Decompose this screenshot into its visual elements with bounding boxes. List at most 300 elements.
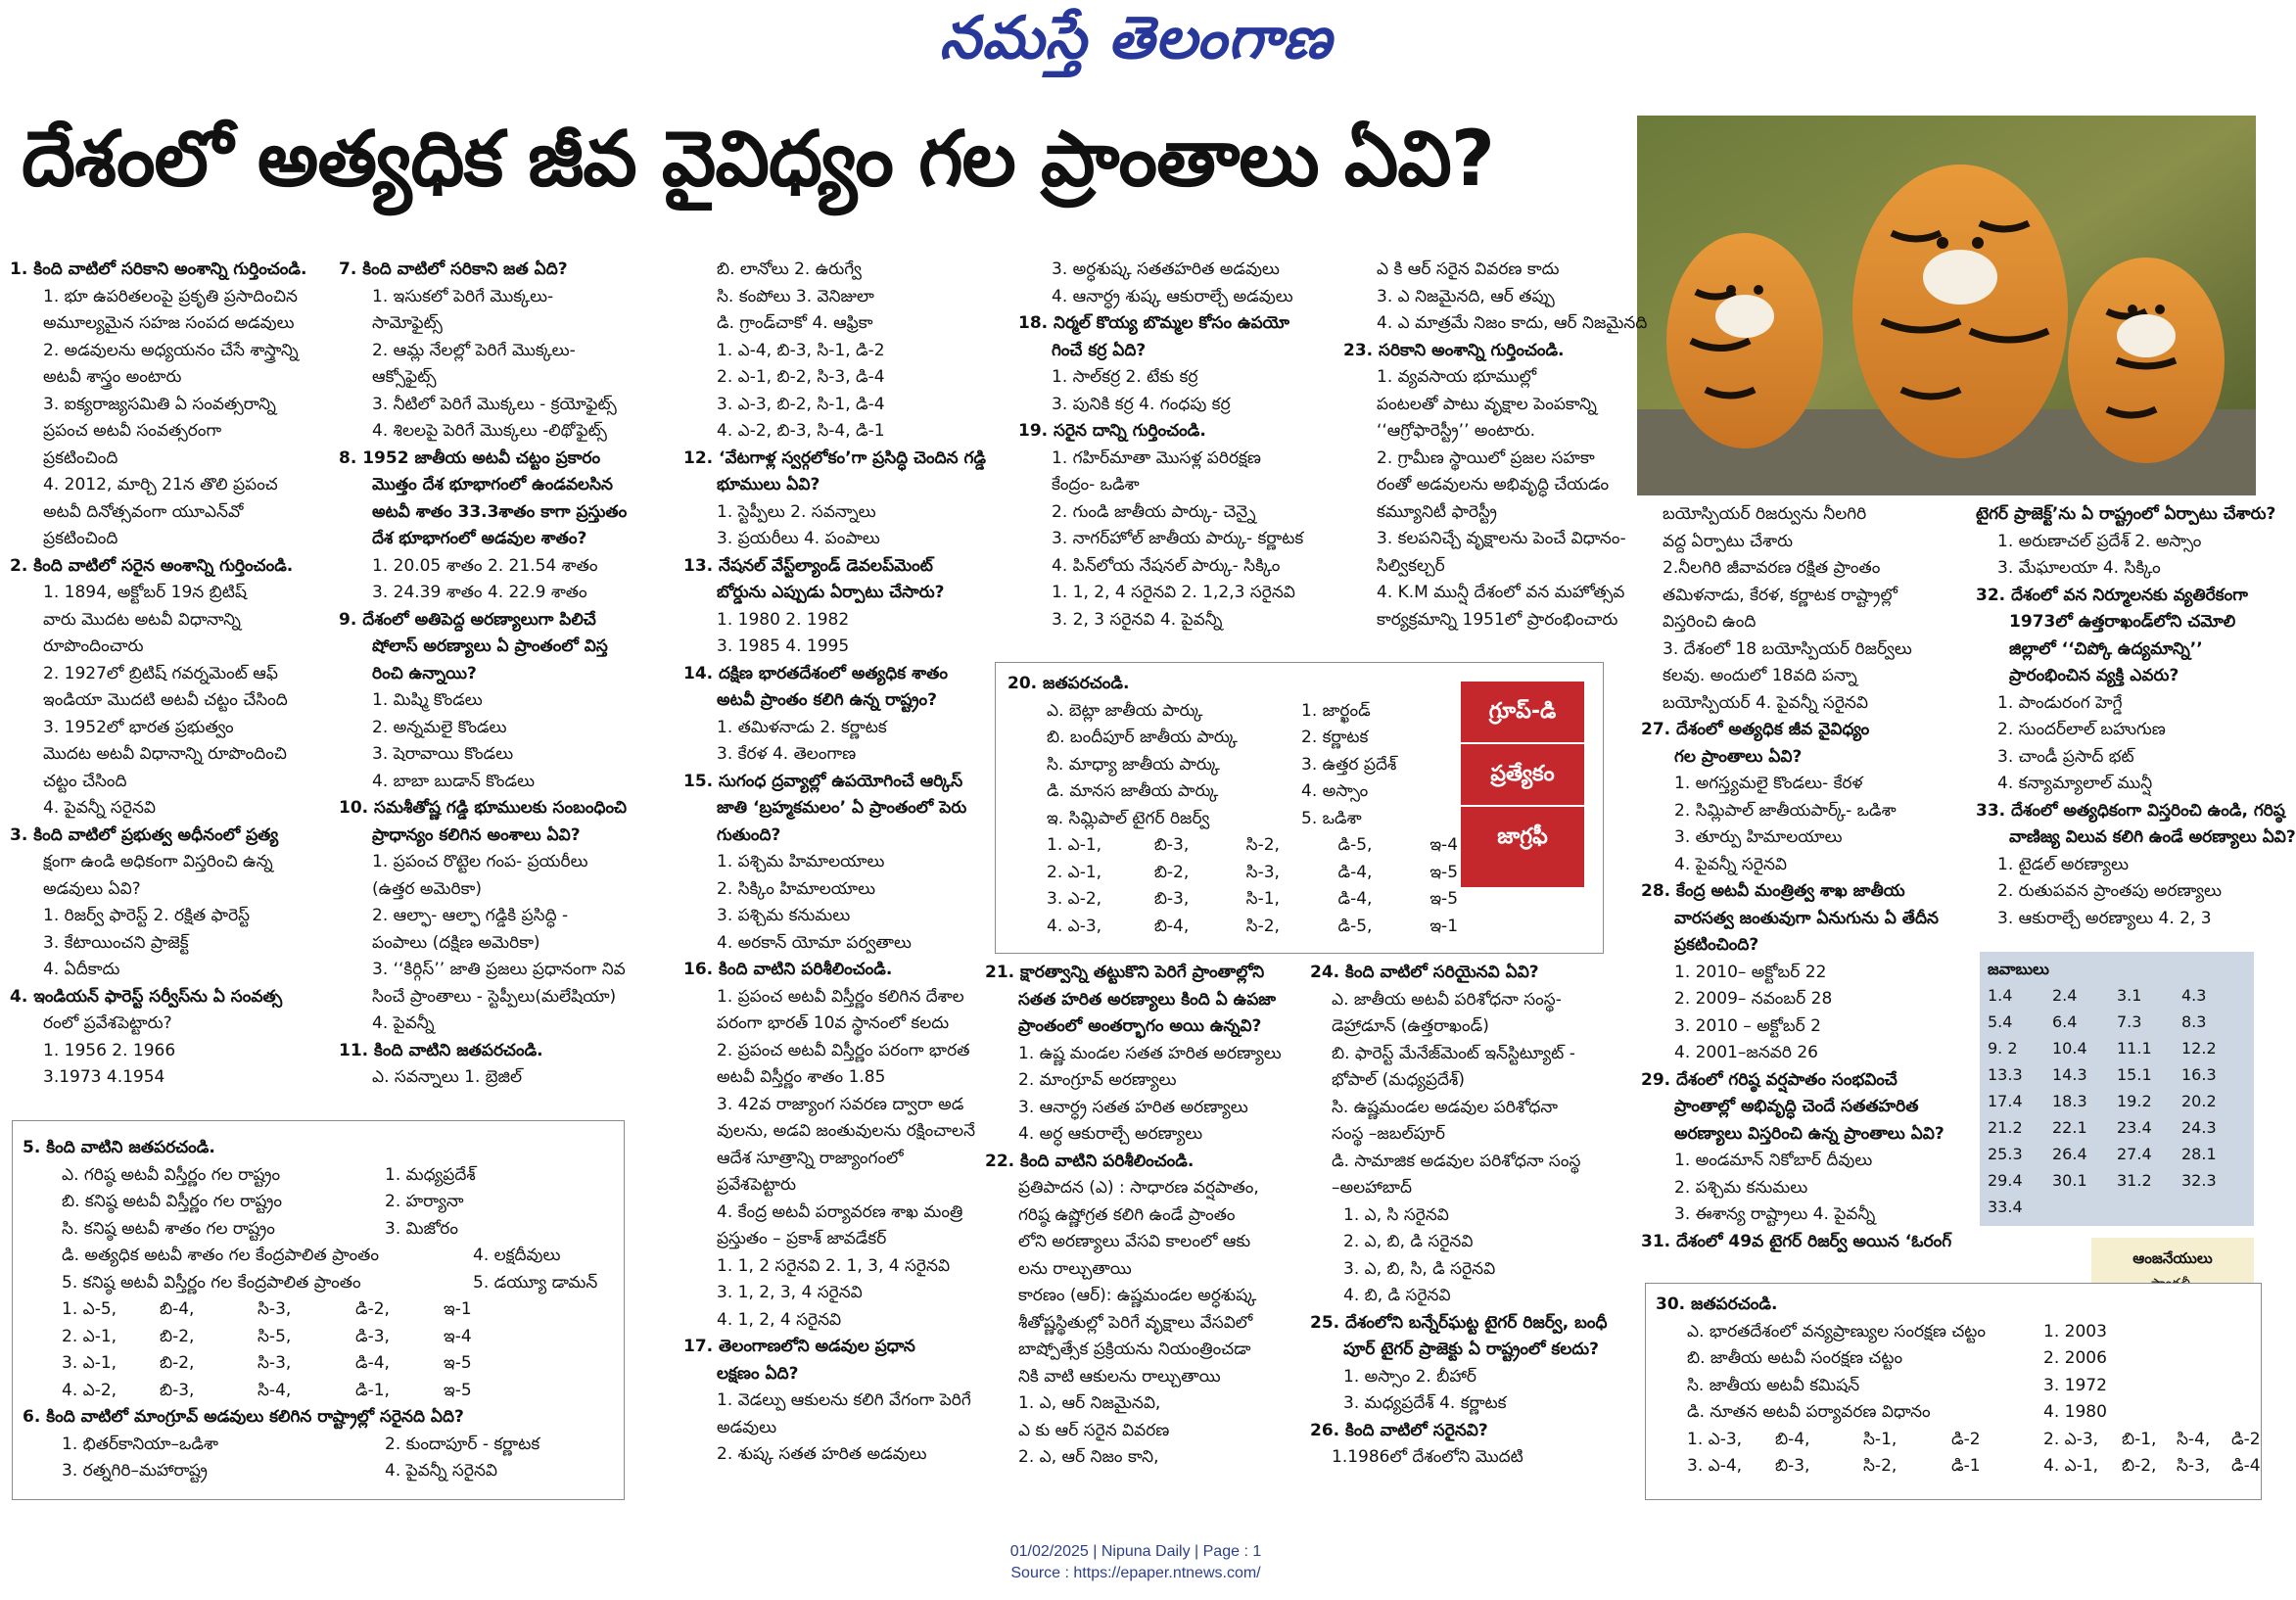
text-line: ప్రపంచ అటవీ సంవత్సరంగా <box>43 421 222 441</box>
column-6 <box>1641 501 1974 1255</box>
text-line: 3. పునికి కర్ర 4. గంధపు కర్ర <box>1052 394 1231 414</box>
question-5: 5. కింది వాటిని జతపరచండి. <box>23 1138 215 1157</box>
answer-item: 33.4 <box>1988 1198 2023 1216</box>
text-line: 4. పైవన్నీ <box>372 1013 435 1033</box>
question-18: 18. నిర్మల్ కొయ్య బొమ్మల కోసం ఉపయో <box>1018 313 1290 333</box>
text-line: 3. పశ్చిమ కనుమలు <box>717 906 851 925</box>
text-line: వాణిజ్య విలువ కలిగి ఉండే అరణ్యాలు ఏవి? <box>2009 827 2296 847</box>
text-line: రంతో అడవులను అభివృద్ధి చేయడం <box>1377 475 1610 494</box>
text-line: జాతి ‘బ్రహ్మకమలం’ ఏ ప్రాంతంలో పెరు <box>717 798 967 818</box>
text-line: 3. ఎ-3, బి-2, సి-1, డి-4 <box>717 394 885 414</box>
text-line: సిల్వికల్చర్ <box>1377 555 1445 576</box>
text-line: డి-4, <box>355 1353 390 1373</box>
text-line: 3. ప్రయరీలు 4. పంపాలు <box>717 529 880 548</box>
text-line: 2. 1927లో బ్రిటిష్ గవర్నమెంట్ ఆఫ్ <box>43 663 278 683</box>
text-line: 1. అరుణాచల్ ప్రదేశ్ 2. అస్సాం <box>1997 531 2202 551</box>
question-26: 26. కింది వాటిలో సరైనవి? <box>1310 1420 1488 1440</box>
text-line: 2. కర్ణాటక <box>1301 728 1369 747</box>
text-line: 2. అడవులను అధ్యయనం చేసే శాస్త్రాన్ని <box>43 340 299 360</box>
text-line: కేంద్రం- ఒడిశా <box>1052 475 1140 494</box>
answer-item: 6.4 <box>2052 1012 2078 1031</box>
text-line: 4. ఎ-1, <box>2043 1456 2099 1476</box>
question-22: 22. కింది వాటిని పరిశీలించండి. <box>985 1151 1195 1171</box>
question-11: 11. కింది వాటిని జతపరచండి. <box>339 1040 543 1060</box>
text-line: 1. వెడల్పు ఆకులను కలిగి వేగంగా పెరిగే <box>717 1390 971 1410</box>
question-32: 32. దేశంలో వన నిర్మూలనకు వ్యతిరేకంగా <box>1976 585 2248 605</box>
question-19: 19. సరైన దాన్ని గుర్తించండి. <box>1018 421 1206 441</box>
text-line: 2. 2009– నవంబర్ 28 <box>1674 989 1833 1009</box>
text-line: 3. రత్నగిరి–మహారాష్ట్ర <box>62 1461 208 1481</box>
text-line: 2. మాంగ్రూవ్ అరణ్యాలు <box>1018 1070 1177 1090</box>
question-23: 23. సరికాని అంశాన్ని గుర్తించండి. <box>1343 340 1565 360</box>
answer-item: 31.2 <box>2117 1171 2152 1190</box>
answer-item: 18.3 <box>2052 1092 2087 1110</box>
text-line: అడవులు <box>717 1417 777 1437</box>
question-29: 29. దేశంలో గరిష్ఠ వర్షపాతం సంభవించే <box>1641 1069 1898 1090</box>
text-line: 3. ఐక్యరాజ్యసమితి ఏ సంవత్సరాన్ని <box>43 394 276 414</box>
text-line: ఇ-5 <box>444 1380 472 1400</box>
text-line: విస్తరించి ఉంది <box>1663 612 1757 632</box>
text-line: సంస్థ –జబల్‌పూర్ <box>1332 1124 1445 1144</box>
column-4-bottom <box>985 960 1308 1472</box>
answer-item: 7.3 <box>2117 1012 2142 1031</box>
question-7: 7. కింది వాటిలో సరికాని జత ఏది? <box>339 259 568 279</box>
text-line: డి-3, <box>355 1326 390 1346</box>
text-line: 4. అస్సాం <box>1301 781 1369 801</box>
text-line: 3. చాండీ ప్రసాద్ భట్ <box>1997 746 2134 767</box>
text-line: డి. మానస జాతీయ పార్కు <box>1047 781 1219 801</box>
text-line: కలవు. అందులో 18వది పన్నా <box>1663 666 1857 685</box>
answer-item: 14.3 <box>2052 1065 2087 1084</box>
text-line: 2. గుండి జాతీయ పార్కు- చెన్నై <box>1052 501 1256 522</box>
author-name: ఆంజనేయులు <box>2132 1249 2213 1267</box>
text-line: డి. సామాజిక అడవుల పరిశోధనా సంస్థ <box>1332 1151 1581 1171</box>
text-line: ఆదేశ సూత్రాన్ని రాజ్యాంగంలో <box>717 1148 904 1168</box>
text-line: 3. కలపనిచ్చే వృక్షాలను పెంచే విధానం- <box>1377 529 1626 548</box>
text-line: అరణ్యాలు విస్తరించి ఉన్న ప్రాంతాలు ఏవి? <box>1674 1123 1945 1144</box>
text-line: 1.1986లో దేశంలోని మొదటి <box>1332 1447 1523 1467</box>
text-line: 1. 20.05 శాతం 2. 21.54 శాతం <box>372 555 598 576</box>
text-line: డి. అత్యధిక అటవీ శాతం గల కేంద్రపాలిత ప్రాంతం <box>62 1246 379 1265</box>
question-30-box <box>1645 1283 2262 1500</box>
text-line: బి-4, <box>1775 1429 1810 1449</box>
text-line: డెహ్రాడూన్ (ఉత్తరాఖండ్) <box>1332 1016 1489 1036</box>
text-line: 2. ఆల్ఫా- ఆల్ఫా గడ్డికి ప్రసిద్ధి - <box>372 906 569 925</box>
text-line: 3. మేఘాలయా 4. సిక్కిం <box>1997 558 2161 578</box>
text-line: 4. బాబా బుడాన్ కొండలు <box>372 771 536 791</box>
text-line: లక్షణం ఏది? <box>717 1363 799 1384</box>
text-line: 1. ఎ-3, <box>1687 1429 1743 1449</box>
text-line: బి-3, <box>1775 1456 1810 1476</box>
text-line: బి-4, <box>1153 916 1190 936</box>
answer-item: 21.2 <box>1988 1118 2023 1137</box>
text-line: 2. ఎ-1, <box>1047 862 1102 882</box>
text-line: 1. అస్సాం 2. బీహార్ <box>1343 1366 1476 1387</box>
text-line: 1. పశ్చిమ హిమాలయాలు <box>717 852 885 871</box>
text-line: సి-3, <box>258 1299 292 1319</box>
text-line: 1. సాల్‌కర్ర 2. టేకు కర్ర <box>1052 367 1198 387</box>
text-line: గుతుంది? <box>717 824 781 845</box>
text-line: బి. జాతీయ అటవీ సంరక్షణ చట్టం <box>1687 1348 1903 1368</box>
text-line: 4. ఎ మాత్రమే నిజం కాదు, ఆర్ నిజమైనది <box>1377 313 1648 333</box>
question-33: 33. దేశంలో అత్యధికంగా విస్తరించి ఉండి, గరిష్ఠ <box>1976 800 2285 821</box>
text-line: బి. లానోలు 2. ఉరుగ్వే <box>717 259 862 279</box>
text-line: సి-3, <box>2177 1456 2211 1476</box>
text-line: 4. ఏదీకాదు <box>43 960 120 979</box>
text-line: బి-3, <box>1153 835 1190 855</box>
text-line: 1. 2010– అక్టోబర్ 22 <box>1674 962 1827 982</box>
question-31: 31. దేశంలో 49వ టైగర్ రిజర్వ్ అయిన ‘ఓరంగ్ <box>1641 1231 1952 1251</box>
text-line: సి-2, <box>1245 835 1280 855</box>
text-line: డి-2 <box>1951 1429 1981 1449</box>
text-line: లోని అరణ్యాలు వేసవి కాలంలో ఆకు <box>1018 1232 1251 1251</box>
text-line: బి-2, <box>1153 862 1190 882</box>
text-line: ఎ. భారతదేశంలో వన్యప్రాణ్యుల సంరక్షణ చట్టం <box>1687 1321 1987 1341</box>
text-line: వద్ద ఏర్పాటు చేశారు <box>1663 531 1794 551</box>
text-line: భూములు ఏవి? <box>717 475 820 494</box>
text-line: 2. అన్నమలై కొండలు <box>372 717 507 737</box>
text-line: 3. 42వ రాజ్యాంగ సవరణ ద్వారా అడ <box>717 1094 964 1114</box>
text-line: 3. అర్ధశుష్క సతతహరిత అడవులు <box>1052 259 1280 279</box>
answer-item: 16.3 <box>2181 1065 2217 1084</box>
question-12: 12. ‘వేటగాళ్ల స్వర్గలోకం’గా ప్రసిద్ధి చెందిన గడ్డి <box>683 447 986 468</box>
text-line: ఎ. బెట్లా జాతీయ పార్కు <box>1047 700 1203 721</box>
text-line: ఇండియా మొదటి అటవీ చట్టం చేసింది <box>43 690 288 710</box>
question-14: 14. దక్షిణ భారతదేశంలో అత్యధిక శాతం <box>683 663 948 683</box>
text-line: 1. మిష్మి కొండలు <box>372 690 483 710</box>
text-line: 1. జార్ఖండ్ <box>1301 700 1371 721</box>
text-line: 4. 2012, మార్చి 21న తొలి ప్రపంచ <box>43 475 278 494</box>
text-line: సి. ఉష్ణమండల అడవుల పరిశోధనా <box>1332 1097 1559 1117</box>
text-line: 2. ఎ-1, బి-2, సి-3, డి-4 <box>717 367 885 387</box>
answers-grid <box>1980 982 2254 1220</box>
question-30: 30. జతపరచండి. <box>1656 1294 1778 1314</box>
text-line: 1973లో ఉత్తరాఖండ్‌లోని చమోలి <box>2009 612 2236 632</box>
text-line: ఇ-1 <box>1429 916 1459 936</box>
text-line: 3. నీటిలో పెరిగే మొక్కలు - క్రయోఫైట్స్ <box>372 394 617 414</box>
text-line: 1. అగస్త్యమలై కొండలు- కేరళ <box>1674 774 1863 793</box>
group-d-badge <box>1461 682 1584 887</box>
text-line: డి-2 <box>2231 1429 2261 1449</box>
text-line: 2. గ్రామీణ స్థాయిలో ప్రజల సహకా <box>1377 447 1595 468</box>
answer-item: 29.4 <box>1988 1171 2023 1190</box>
text-line: 3.1973 4.1954 <box>43 1067 165 1087</box>
text-line: 1. తమిళనాడు 2. కర్ణాటక <box>717 717 887 737</box>
text-line: ఎ. జాతీయ అటవీ పరిశోధనా సంస్థ- <box>1332 989 1562 1010</box>
footer-source[interactable]: Source : https://epaper.ntnews.com/ <box>1010 1565 1261 1581</box>
question-25: 25. దేశంలోని బన్నేర్‌ఘట్ట టైగర్ రిజర్వ్, బంధీ <box>1310 1312 1608 1333</box>
text-line: 1. రిజర్వ్ ఫారెస్ట్ 2. రక్షిత ఫారెస్ట్ <box>43 906 251 925</box>
question-3: 3. కింది వాటిలో ప్రభుత్వ అధీనంలో ప్రత్య <box>10 824 279 845</box>
footer-date: 01/02/2025 | Nipuna Daily | Page : 1 <box>1009 1543 1262 1560</box>
column-4-top <box>1018 257 1343 634</box>
text-line: 2. ఎ-1, <box>62 1326 117 1346</box>
answer-item: 5.4 <box>1988 1012 2013 1031</box>
text-line: 4. K.M మున్షీ దేశంలో వన మహోత్సవ <box>1377 583 1625 602</box>
text-line: బి-2, <box>2122 1456 2157 1476</box>
text-line: పరంగా భారత్ 10వ స్థానంలో కలదు <box>717 1013 950 1033</box>
text-line: 3. 2010 – అక్టోబర్ 2 <box>1674 1015 1821 1036</box>
answer-item: 10.4 <box>2052 1039 2087 1058</box>
question-9: 9. దేశంలో అతిపెద్ద అరణ్యాలుగా పిలిచే <box>339 609 596 630</box>
text-line: 3. మిజోరం <box>385 1218 458 1239</box>
text-line: 1. టైడల్ అరణ్యాలు <box>1997 854 2129 874</box>
text-line: 1. భూ ఉపరితలంపై ప్రకృతి ప్రసాదించిన <box>43 286 298 306</box>
text-line: రంలో ప్రవేశపెట్టారు? <box>43 1013 172 1033</box>
text-line: 3. 2, 3 సరైనవి 4. పైవన్నీ <box>1052 609 1223 630</box>
text-line: గల ప్రాంతాలు ఏవి? <box>1674 746 1803 767</box>
question-16: 16. కింది వాటిని పరిశీలించండి. <box>683 960 893 979</box>
text-line: 1. ఎ-4, బి-3, సి-1, డి-2 <box>717 340 885 360</box>
text-line: ప్రతిపాదన (ఎ) : సాధారణ వర్షపాతం, <box>1018 1178 1259 1198</box>
text-line: ప్రస్తుతం – ప్రకాశ్ జావడేకర్ <box>717 1229 887 1248</box>
text-line: బి. ఫారెస్ట్ మేనేజ్‌మెంట్ ఇన్‌స్టిట్యూట్ - <box>1332 1043 1575 1063</box>
text-line: షోలాస్ అరణ్యాలు ఏ ప్రాంతంలో విస్త <box>372 636 608 656</box>
answer-item: 22.1 <box>2052 1118 2087 1137</box>
text-line: 3. ఎ, బి, సి, డి సరైనవి <box>1343 1258 1496 1279</box>
text-line: 5. కనిష్ఠ అటవీ విస్తీర్ణం గల కేంద్రపాలిత ప్రాంతం <box>62 1272 361 1293</box>
text-line: చట్టం చేసింది <box>43 771 127 791</box>
text-line: (ఉత్తర అమెరికా) <box>372 878 482 899</box>
text-line: 4. కేంద్ర అటవీ పర్యావరణ శాఖ మంత్రి <box>717 1201 963 1222</box>
answer-item: 8.3 <box>2181 1012 2207 1031</box>
text-line: బయోస్పియర్ 4. పైవన్నీ సరైనవి <box>1663 692 1868 713</box>
text-line: సి-2, <box>1245 916 1280 936</box>
text-line: 4. 2001–జనవరి 26 <box>1674 1043 1818 1062</box>
text-line: 1. ప్రపంచ రొట్టెల గంప- ప్రయరీలు <box>372 852 588 871</box>
tiger-photo <box>1637 116 2256 495</box>
text-line: 2. సిక్కిం హిమాలయాలు <box>717 878 876 899</box>
headline: దేశంలో అత్యధిక జీవ వైవిధ్యం గల ప్రాంతాలు ఏవి? <box>22 116 1494 204</box>
text-line: సి-3, <box>258 1353 292 1373</box>
text-line: –అలహాబాద్ <box>1332 1178 1412 1198</box>
text-line: 1. అండమాన్ నికోబార్ దీవులు <box>1674 1151 1873 1170</box>
question-1: 1. కింది వాటిలో సరికాని అంశాన్ని గుర్తించండి. <box>10 259 307 279</box>
text-line: బి-1, <box>2122 1429 2157 1449</box>
text-line: పంపాలు (దక్షిణ అమెరికా) <box>372 932 540 953</box>
text-line: పూర్ టైగర్ ప్రాజెక్టు ఏ రాష్ట్రంలో కలదు? <box>1343 1340 1600 1359</box>
text-line: ఆక్సోఫైట్స్ <box>372 367 437 387</box>
text-line: డి-4, <box>1337 889 1373 909</box>
column-3 <box>683 257 1016 1469</box>
answer-item: 11.1 <box>2117 1039 2152 1058</box>
text-line: సి-3, <box>1245 862 1280 882</box>
text-line: 4. లక్షదీవులు <box>473 1246 561 1265</box>
text-line: 4. పైవన్నీ సరైనవి <box>1674 854 1787 874</box>
column-7 <box>1976 501 2296 932</box>
text-line: 4. 1980 <box>2043 1402 2107 1422</box>
column-5-bottom <box>1310 960 1635 1472</box>
text-line: మొత్తం దేశ భూభాగంలో ఉండవలసిన <box>372 475 613 494</box>
text-line: 3. 1952లో భారత ప్రభుత్వం <box>43 717 234 737</box>
text-line: 2. ఎ-3, <box>2043 1429 2099 1449</box>
text-line: 1. 1, 2 సరైనవి 2. 1, 3, 4 సరైనవి <box>717 1255 951 1276</box>
question-20: 20. జతపరచండి. <box>1007 674 1130 693</box>
badge-line: జాగ్రఫీ <box>1497 824 1548 849</box>
answers-title: జవాబులు <box>1988 960 2049 978</box>
text-line: 2. ఎ, ఆర్ నిజం కాని, <box>1018 1447 1159 1467</box>
text-line: 1. 1894, అక్టోబర్ 19న బ్రిటిష్ <box>43 583 247 602</box>
text-line: వులను, అడవి జంతువులను రక్షించాలనే <box>717 1121 976 1141</box>
text-line: 4. పైవన్నీ సరైనవి <box>385 1461 497 1481</box>
text-line: గరిష్ఠ ఉష్ణోగ్రత కలిగి ఉండే ప్రాంతం <box>1018 1204 1236 1225</box>
text-line: సి. కంపోలు 3. వెనిజులా <box>717 286 874 306</box>
text-line: 1. భితర్‌కానియా–ఒడిశా <box>62 1434 219 1454</box>
text-line: సించే ప్రాంతాలు - స్టెప్పీలు(మలేషియా) <box>372 986 617 1007</box>
text-line: లను రాల్చుతాయి <box>1018 1258 1132 1279</box>
text-line: కారణం (ఆర్): ఉష్ణమండల అర్ధశుష్క <box>1018 1286 1257 1305</box>
text-line: 3. మధ్యప్రదేశ్ 4. కర్ణాటక <box>1343 1393 1507 1413</box>
text-line: 5. ఒడిశా <box>1301 808 1362 828</box>
text-line: డి-5, <box>1337 835 1373 855</box>
text-line: సి. కనిష్ఠ అటవీ శాతం గల రాష్ట్రం <box>62 1218 275 1239</box>
question-10: 10. సమశీతోష్ణ గడ్డి భూములకు సంబంధించి <box>339 798 628 818</box>
question-28: 28. కేంద్ర అటవీ మంత్రిత్వ శాఖ జాతీయ <box>1641 881 1905 901</box>
text-line: 1. మధ్యప్రదేశ్ <box>385 1164 476 1185</box>
question-5-6-box <box>12 1120 625 1500</box>
text-line: 2. సిమ్లిపాల్ జాతీయపార్క్- ఒడిశా <box>1674 800 1897 821</box>
text-line: డి-4 <box>2231 1456 2261 1476</box>
answer-item: 3.1 <box>2117 986 2142 1005</box>
text-line: అటవీ విస్తీర్ణం శాతం 1.85 <box>717 1067 886 1087</box>
text-line: సతత హరిత అరణ్యాలు కింది ఏ ఉపజా <box>1018 989 1277 1010</box>
text-line: వారసత్వ జంతువుగా ఏనుగును ఏ తేదీన <box>1674 908 1939 928</box>
text-line: 1. ఎ, ఆర్ నిజమైనవి, <box>1018 1393 1161 1413</box>
question-15: 15. సుగంధ ద్రవ్యాల్లో ఉపయోగించే ఆర్కిస్ <box>683 771 963 791</box>
text-line: కార్యక్రమాన్ని 1951లో ప్రారంభించారు <box>1377 609 1618 630</box>
text-line: 3. ‘‘కిర్గిస్’’ జాతి ప్రజలు ప్రధానంగా నివ <box>372 960 626 979</box>
text-line: ఇ-4 <box>1429 835 1459 855</box>
text-line: 3. 1, 2, 3, 4 సరైనవి <box>717 1283 863 1302</box>
text-line: సి-1, <box>1863 1429 1898 1449</box>
text-line: డి-1 <box>1951 1456 1981 1476</box>
text-line: 5. డయ్యూ డామన్ <box>473 1272 598 1293</box>
masthead-logo: నమస్తే తెలంగాణ <box>939 4 1333 72</box>
text-line: బాష్పోత్సేక ప్రక్రియను నియంత్రించడా <box>1018 1340 1251 1359</box>
text-line: క్షంగా ఉండి అధికంగా విస్తరించి ఉన్న <box>43 852 273 871</box>
text-line: బోర్డును ఎప్పుడు ఏర్పాటు చేసారు? <box>717 583 945 602</box>
text-line: బి-4, <box>160 1299 195 1319</box>
question-2: 2. కింది వాటిలో సరైన అంశాన్ని గుర్తించండి. <box>10 555 294 576</box>
text-line: అటవీ ప్రాంతం కలిగి ఉన్న రాష్ట్రం? <box>717 690 937 710</box>
text-line: దేశ భూభాగంలో అడవుల శాతం? <box>372 529 587 548</box>
text-line: 2. కుందాపూర్ - కర్ణాటక <box>385 1434 540 1454</box>
text-line: ఇ-5 <box>1429 862 1459 882</box>
answer-item: 24.3 <box>2181 1118 2217 1137</box>
text-line: రించి ఉన్నాయి? <box>372 663 477 683</box>
text-line: 2. ప్రపంచ అటవీ విస్తీర్ణం పరంగా భారత <box>717 1040 970 1060</box>
text-line: 4. ఎ-2, బి-3, సి-4, డి-1 <box>717 421 885 441</box>
text-line: 3. తూర్పు హిమాలయాలు <box>1674 827 1843 847</box>
text-line: 2. సుందర్‌లాల్ బహుగుణ <box>1997 720 2166 739</box>
answer-item: 32.3 <box>2181 1171 2217 1190</box>
text-line: ప్రకటించింది? <box>1674 935 1759 955</box>
text-line: 1. గహిర్‌మాతా మొసళ్ల పరిరక్షణ <box>1052 447 1261 468</box>
text-line: 1. ఎ-1, <box>1047 835 1102 855</box>
text-line: ప్రాంతాల్లో అభివృద్ధి చెందే సతతహరిత <box>1674 1097 1919 1116</box>
text-line: సి. జాతీయ అటవీ కమిషన్ <box>1687 1375 1860 1395</box>
text-line: 4. 1, 2, 4 సరైనవి <box>717 1309 842 1330</box>
text-line: 3. ఎ-1, <box>62 1353 117 1373</box>
text-line: సి-4, <box>258 1380 292 1400</box>
text-line: 4. పిన్‌లోయ నేషనల్ పార్కు- సిక్కిం <box>1052 555 1281 576</box>
text-line: 2. రుతుపవన ప్రాంతపు అరణ్యాలు <box>1997 881 2222 901</box>
answer-item: 19.2 <box>2117 1092 2152 1110</box>
text-line: ఇ-1 <box>444 1299 472 1319</box>
answer-item: 27.4 <box>2117 1145 2152 1163</box>
text-line: ప్రారంభించిన వ్యక్తి ఎవరు? <box>2009 666 2179 685</box>
text-line: 3. ఎ నిజమైనది, ఆర్ తప్పు <box>1377 286 1555 306</box>
text-line: 3. కేటాయించని ప్రాజెక్ట్ <box>43 932 189 953</box>
text-line: 4. బి, డి సరైనవి <box>1343 1286 1451 1305</box>
text-line: ‘‘ఆగ్రోఫారెస్ట్రీ’’ అంటారు. <box>1377 421 1536 441</box>
text-line: సి-2, <box>1863 1456 1898 1476</box>
text-line: 3. ఎ-2, <box>1047 889 1102 909</box>
text-line: 3. ఆకురాల్చే అరణ్యాలు 4. 2, 3 <box>1997 908 2212 928</box>
text-line: 4. ఎ-3, <box>1047 916 1102 936</box>
answer-item: 12.2 <box>2181 1039 2217 1058</box>
text-line: జిల్లాలో ‘‘చిప్కో ఉద్యమాన్ని’’ <box>2009 638 2203 659</box>
text-line: 1. వ్యవసాయ భూముల్లో <box>1377 367 1537 387</box>
column-1 <box>10 257 335 1092</box>
text-line: 3. 24.39 శాతం 4. 22.9 శాతం <box>372 583 587 602</box>
column-5-top <box>1343 257 1648 634</box>
question-27: 27. దేశంలో అత్యధిక జీవ వైవిధ్యం <box>1641 720 1870 739</box>
text-line: 1. స్టెప్పీలు 2. సవన్నాలు <box>717 501 876 522</box>
answer-item: 25.3 <box>1988 1145 2023 1163</box>
text-line: 4. అర్ధ ఆకురాల్చే అరణ్యాలు <box>1018 1124 1203 1144</box>
text-line: ప్రవేశపెట్టారు <box>717 1175 796 1195</box>
text-line: బి. బందీపూర్ జాతీయ పార్కు <box>1047 728 1238 747</box>
question-21: 21. క్షారత్వాన్ని తట్టుకొని పెరిగే ప్రాంతాల్లోని <box>985 963 1265 982</box>
text-line: ఇ-5 <box>444 1353 472 1373</box>
badge-line: ప్రత్యేకం <box>1461 744 1584 807</box>
text-line: 3. నాగర్‌హోల్ జాతీయ పార్కు- కర్ణాటక <box>1052 529 1304 548</box>
text-line: డి. నూతన అటవీ పర్యావరణ విధానం <box>1687 1402 1931 1422</box>
text-line: 3. ఉత్తర ప్రదేశ్ <box>1301 754 1397 775</box>
text-line: 1. ఉష్ణ మండల సతత హరిత అరణ్యాలు <box>1018 1043 1282 1063</box>
question-13: 13. నేషనల్ వేస్ట్‌ల్యాండ్ డెవలప్‌మెంట్ <box>683 555 933 576</box>
text-line: 3. ఆనార్ధ్ర సతత హరిత అరణ్యాలు <box>1018 1097 1248 1117</box>
answers-box <box>1980 952 2254 1226</box>
answer-item: 13.3 <box>1988 1065 2023 1084</box>
answer-item: 9. 2 <box>1988 1039 2018 1058</box>
text-line: డి-4, <box>1337 862 1373 882</box>
answer-item: 20.2 <box>2181 1092 2217 1110</box>
text-line: 2. ఎ, బి, డి సరైనవి <box>1343 1232 1474 1251</box>
answer-item: 17.4 <box>1988 1092 2023 1110</box>
text-line: 1. 1956 2. 1966 <box>43 1040 176 1060</box>
text-line: 2. శుష్క సతత హరిత అడవులు <box>717 1444 927 1464</box>
text-line: ప్రాధాన్యం కలిగిన అంశాలు ఏవి? <box>372 824 581 845</box>
text-line: ఎ. గరిష్ఠ అటవీ విస్తీర్ణం గల రాష్ట్రం <box>62 1164 281 1185</box>
text-line: 4. ఆనార్ధ్ర శుష్క ఆకురాల్చే అడవులు <box>1052 286 1293 306</box>
text-line: అటవీ శాతం 33.3శాతం కాగా ప్రస్తుతం <box>372 501 628 522</box>
text-line: 2. పశ్చిమ కనుమలు <box>1674 1177 1808 1198</box>
question-8: 8. 1952 జాతీయ అటవీ చట్టం ప్రకారం <box>339 447 601 468</box>
text-line: డి-5, <box>1337 916 1373 936</box>
answer-item: 30.1 <box>2052 1171 2087 1190</box>
text-line: ప్రకటించింది <box>43 529 118 548</box>
text-line: బి. కనిష్ఠ అటవీ విస్తీర్ణం గల రాష్ట్రం <box>62 1192 282 1211</box>
answer-item: 23.4 <box>2117 1118 2152 1137</box>
badge-line: గ్రూప్-డి <box>1461 682 1584 744</box>
text-line: 2. ఆమ్ల నేలల్లో పెరిగే మొక్కలు- <box>372 340 576 360</box>
answer-item: 2.4 <box>2052 986 2078 1005</box>
text-line: 1. 1, 2, 4 సరైనవి 2. 1,2,3 సరైనవి <box>1052 583 1295 602</box>
column-2 <box>339 257 678 1092</box>
text-line: సి-4, <box>2177 1429 2211 1449</box>
